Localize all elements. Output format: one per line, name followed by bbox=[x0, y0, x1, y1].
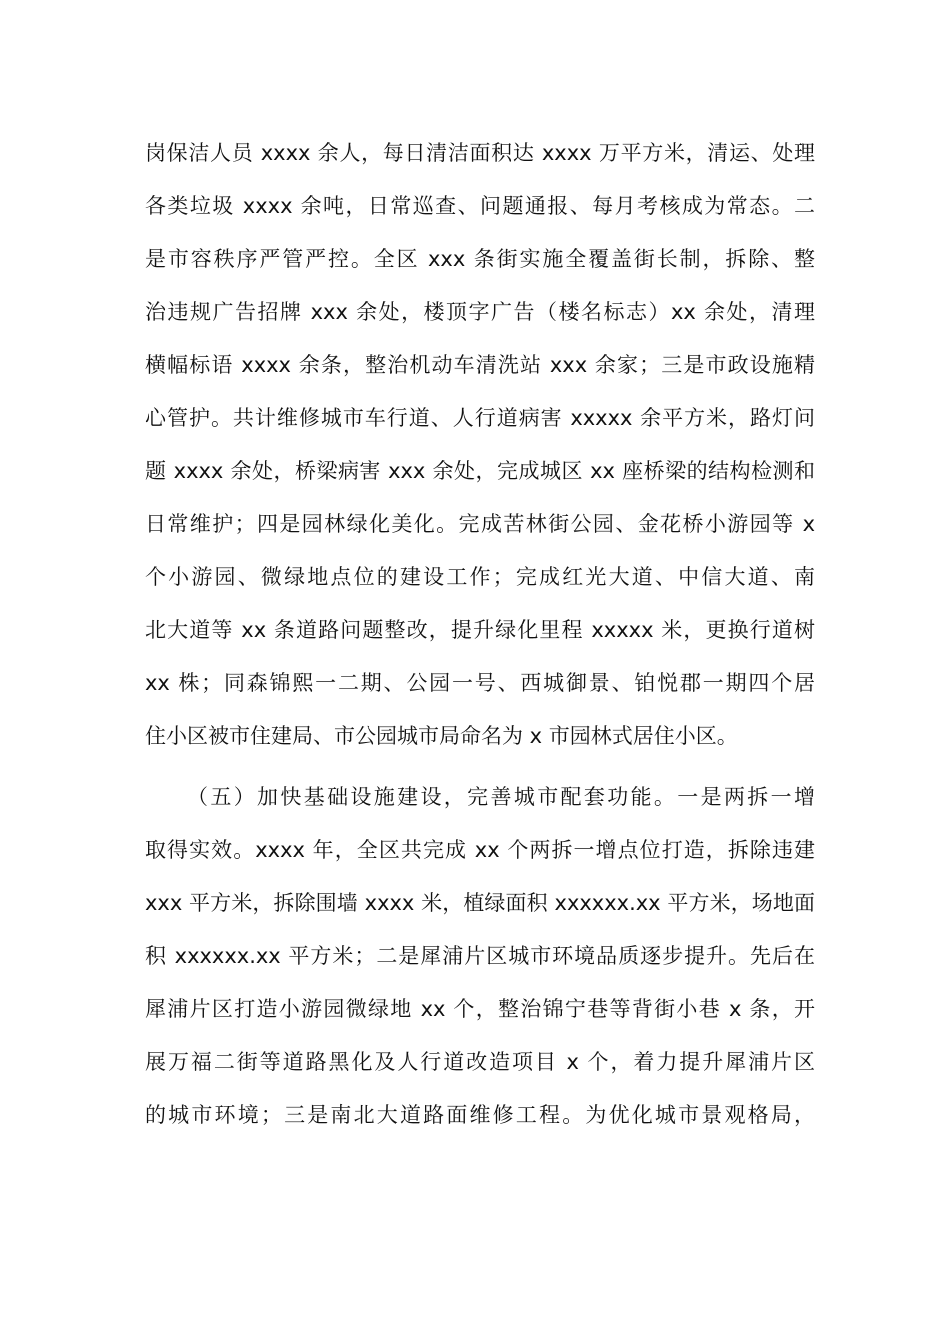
text-line: 岗保洁人员 xxxx 余人，每日清洁面积达 xxxx 万平方米，清运、处理 bbox=[145, 141, 815, 165]
text-line: 横幅标语 xxxx 余条，整治机动车清洗站 xxx 余家；三是市政设施精 bbox=[145, 353, 815, 377]
text-line: 积 xxxxxx.xx 平方米；二是犀浦片区城市环境品质逐步提升。先后在 bbox=[145, 944, 815, 968]
paragraph-gap bbox=[145, 763, 815, 771]
text-line: 北大道等 xx 条道路问题整改，提升绿化里程 xxxxx 米，更换行道树 bbox=[145, 618, 815, 642]
text-line: 题 xxxx 余处，桥梁病害 xxx 余处，完成城区 xx 座桥梁的结构检测和 bbox=[145, 459, 815, 483]
text-line: xxx 平方米，拆除围墙 xxxx 米，植绿面积 xxxxxx.xx 平方米，场地面 bbox=[145, 891, 815, 915]
text-line: 犀浦片区打造小游园微绿地 xx 个，整治锦宁巷等背街小巷 x 条，开 bbox=[145, 997, 815, 1021]
text-line: 是市容秩序严管严控。全区 xxx 条街实施全覆盖街长制，拆除、整 bbox=[145, 247, 815, 271]
text-line: xx 株；同森锦熙一二期、公园一号、西城御景、铂悦郡一期四个居 bbox=[145, 671, 815, 695]
text-line: 治违规广告招牌 xxx 余处，楼顶字广告（楼名标志）xx 余处，清理 bbox=[145, 300, 815, 324]
text-line: 日常维护；四是园林绿化美化。完成苦林街公园、金花桥小游园等 x bbox=[145, 512, 815, 536]
text-line: 个小游园、微绿地点位的建设工作；完成红光大道、中信大道、南 bbox=[145, 565, 815, 589]
text-line: 的城市环境；三是南北大道路面维修工程。为优化城市景观格局， bbox=[145, 1103, 815, 1127]
document-body bbox=[145, 127, 815, 1142]
text-line: 心管护。共计维修城市车行道、人行道病害 xxxxx 余平方米，路灯问 bbox=[145, 406, 815, 430]
text-line: 各类垃圾 xxxx 余吨，日常巡查、问题通报、每月考核成为常态。二 bbox=[145, 194, 815, 218]
text-line: 取得实效。xxxx 年，全区共完成 xx 个两拆一增点位打造，拆除违建 bbox=[145, 838, 815, 862]
paragraph-2 bbox=[145, 771, 815, 1142]
paragraph-1 bbox=[145, 127, 815, 763]
text-line: （五）加快基础设施建设，完善城市配套功能。一是两拆一增 bbox=[187, 785, 815, 809]
text-line: 展万福二街等道路黑化及人行道改造项目 x 个，着力提升犀浦片区 bbox=[145, 1050, 815, 1074]
text-line: 住小区被市住建局、市公园城市局命名为 x 市园林式居住小区。 bbox=[145, 724, 738, 748]
